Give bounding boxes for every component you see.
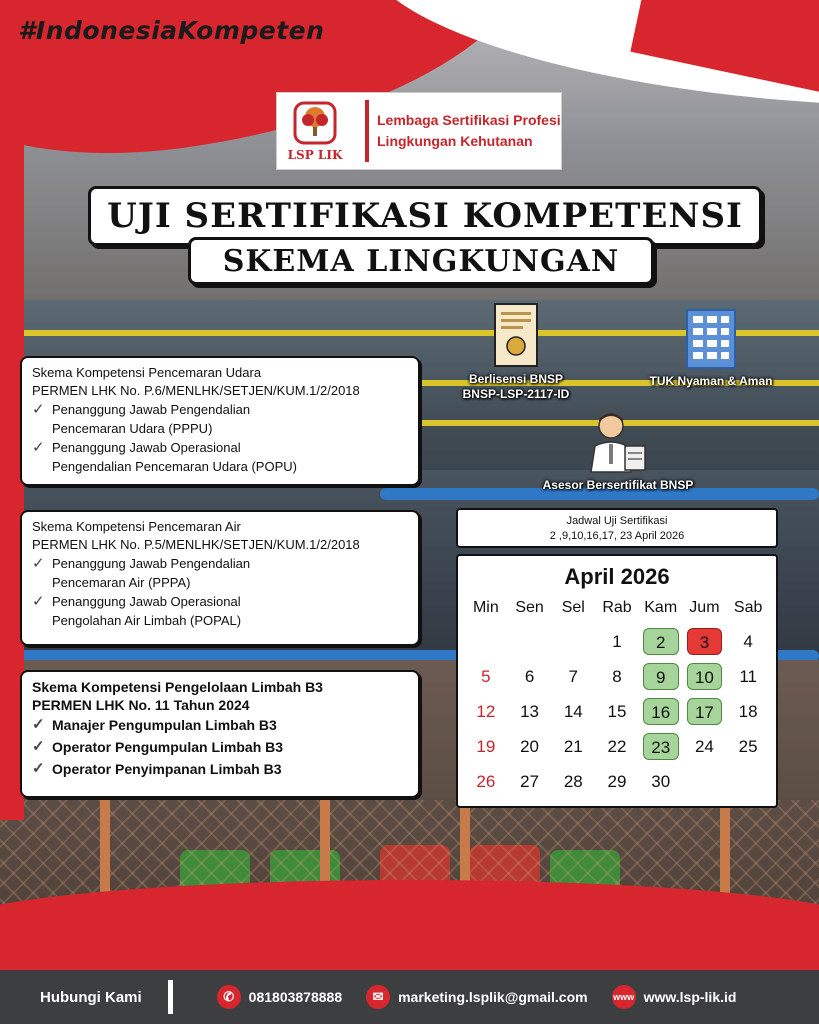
calendar-blank (508, 628, 552, 655)
check-icon: ✓ (32, 555, 45, 572)
calendar-day: 6 (524, 667, 535, 686)
certificate-icon (493, 302, 539, 368)
website-url: www.lsp-lik.id (643, 989, 737, 1005)
check-icon: ✓ (32, 593, 45, 610)
logo-box (276, 92, 562, 170)
calendar-day: 9 (643, 663, 679, 690)
email-icon: ✉ (366, 985, 390, 1009)
skema-b3-item-1: Manajer Pengumpulan Limbah B3 (52, 717, 277, 733)
feature-bnsp (456, 302, 576, 402)
globe-icon: www (612, 985, 636, 1009)
skema-air-item-1-line-1: Penanggung Jawab Pengendalian (52, 556, 251, 571)
calendar-day: 14 (563, 702, 583, 721)
calendar-day: 13 (520, 702, 540, 721)
calendar-day: 26 (476, 772, 496, 791)
title-line-1: UJI SERTIFIKASI KOMPETENSI (88, 186, 762, 246)
phone-number: 081803878888 (248, 989, 343, 1005)
skema-air-item (32, 554, 408, 592)
footer (0, 970, 819, 1024)
calendar-day: 4 (743, 632, 753, 651)
calendar-day: 1 (612, 632, 622, 651)
skema-b3-heading: Skema Kompetensi Pengelolaan Limbah B3 (32, 679, 323, 695)
building-icon (683, 306, 739, 370)
logo-line-1: Lembaga Sertifikasi Profesi (377, 112, 561, 128)
calendar-day: 19 (476, 737, 496, 756)
skema-udara-regulation: PERMEN LHK No. P.6/MENLHK/SETJEN/KUM.1/2/2018 (32, 383, 360, 398)
schedule-title: Jadwal Uji Sertifikasi (566, 515, 668, 527)
skema-udara-item-2-line-2: Pengendalian Pencemaran Udara (POPU) (52, 459, 297, 474)
calendar-day: 29 (607, 772, 627, 791)
title-line-2: SKEMA LINGKUNGAN (188, 237, 654, 285)
calendar-day: 28 (563, 772, 583, 791)
skema-b3-card (20, 670, 420, 798)
hashtag: #IndonesiaKompeten (18, 16, 325, 45)
logo-divider (365, 100, 369, 162)
calendar-day: 15 (607, 702, 627, 721)
schedule-dates: 2 ,9,10,16,17, 23 April 2026 (549, 530, 685, 542)
calendar-day: 20 (520, 737, 540, 756)
calendar-day: 22 (607, 737, 627, 756)
skema-udara-item (32, 438, 408, 476)
weekday-label: Sen (515, 599, 544, 616)
skema-udara-item-1-line-2: Pencemaran Udara (PPPU) (52, 421, 213, 436)
check-icon: ✓ (32, 760, 45, 777)
calendar-day: 21 (563, 737, 583, 756)
weekday-label: Rab (602, 599, 632, 616)
skema-b3-item (32, 736, 408, 758)
calendar-day: 8 (612, 667, 622, 686)
skema-b3-item-3: Operator Penyimpanan Limbah B3 (52, 761, 282, 777)
check-icon: ✓ (32, 439, 45, 456)
calendar-month: April 2026 (564, 564, 670, 589)
skema-air-item-2-line-2: Pengolahan Air Limbah (POPAL) (52, 613, 242, 628)
skema-air-item-2-line-1: Penanggung Jawab Operasional (52, 594, 241, 609)
footer-divider (168, 980, 173, 1014)
contact-label: Hubungi Kami (40, 988, 142, 1006)
calendar-day: 23 (643, 733, 679, 760)
weekday-label: Min (472, 599, 499, 616)
skema-b3-item (32, 758, 408, 780)
check-icon: ✓ (32, 401, 45, 418)
feature-asesor (528, 410, 708, 493)
skema-b3-item (32, 714, 408, 736)
skema-air-item-1-line-2: Pencemaran Air (PPPA) (52, 575, 191, 590)
calendar-day: 10 (687, 663, 723, 690)
calendar-day: 24 (694, 737, 714, 756)
email-contact[interactable] (366, 985, 588, 1009)
skema-udara-item (32, 400, 408, 438)
logo-emblem (277, 96, 353, 166)
skema-udara-card (20, 356, 420, 486)
schedule-box (456, 508, 778, 548)
skema-air-regulation: PERMEN LHK No. P.5/MENLHK/SETJEN/KUM.1/2/2018 (32, 537, 360, 552)
calendar-day: 5 (481, 667, 491, 686)
tree-logo-icon (292, 100, 338, 146)
feature-asesor-line-1: Asesor Bersertifikat BNSP (542, 478, 694, 492)
calendar-day: 7 (568, 667, 579, 686)
weekday-label: Jum (689, 599, 720, 616)
assessor-icon (587, 410, 649, 474)
weekday-label: Kam (644, 599, 678, 616)
calendar-day: 3 (687, 628, 723, 655)
calendar (456, 554, 778, 808)
skema-b3-item-2: Operator Pengumpulan Limbah B3 (52, 739, 284, 755)
check-icon: ✓ (32, 716, 45, 733)
logo-line-2: Lingkungan Kehutanan (377, 133, 533, 149)
feature-tuk (636, 306, 786, 389)
skema-udara-item-2-line-1: Penanggung Jawab Operasional (52, 440, 241, 455)
calendar-blank (464, 628, 508, 655)
calendar-day: 30 (651, 772, 671, 791)
logo-caption: LSP LIK (287, 148, 343, 162)
calendar-day: 18 (738, 702, 758, 721)
weekday-label: Sab (733, 599, 763, 616)
calendar-day: 2 (643, 628, 679, 655)
phone-contact[interactable] (217, 985, 342, 1009)
skema-air-heading: Skema Kompetensi Pencemaran Air (32, 519, 241, 534)
calendar-blank (551, 628, 595, 655)
calendar-day: 25 (738, 737, 758, 756)
skema-air-item (32, 592, 408, 630)
feature-bnsp-line-2: BNSP-LSP-2117-ID (462, 387, 570, 401)
website-contact[interactable] (612, 985, 737, 1009)
skema-b3-regulation: PERMEN LHK No. 11 Tahun 2024 (32, 697, 250, 713)
email-address: marketing.lsplik@gmail.com (398, 989, 588, 1005)
calendar-day: 11 (739, 667, 757, 686)
weekday-label: Sel (561, 599, 585, 616)
skema-udara-heading: Skema Kompetensi Pencemaran Udara (32, 365, 262, 380)
check-icon: ✓ (32, 738, 45, 755)
calendar-day: 27 (520, 772, 540, 791)
calendar-day: 17 (687, 698, 723, 725)
skema-udara-item-1-line-1: Penanggung Jawab Pengendalian (52, 402, 251, 417)
calendar-day: 16 (643, 698, 679, 725)
skema-air-card (20, 510, 420, 646)
feature-bnsp-line-1: Berlisensi BNSP (468, 372, 564, 386)
feature-tuk-line-1: TUK Nyaman & Aman (649, 374, 773, 388)
calendar-grid (464, 596, 770, 795)
phone-icon: ✆ (217, 985, 241, 1009)
logo-text (377, 110, 561, 152)
calendar-day: 12 (476, 702, 496, 721)
